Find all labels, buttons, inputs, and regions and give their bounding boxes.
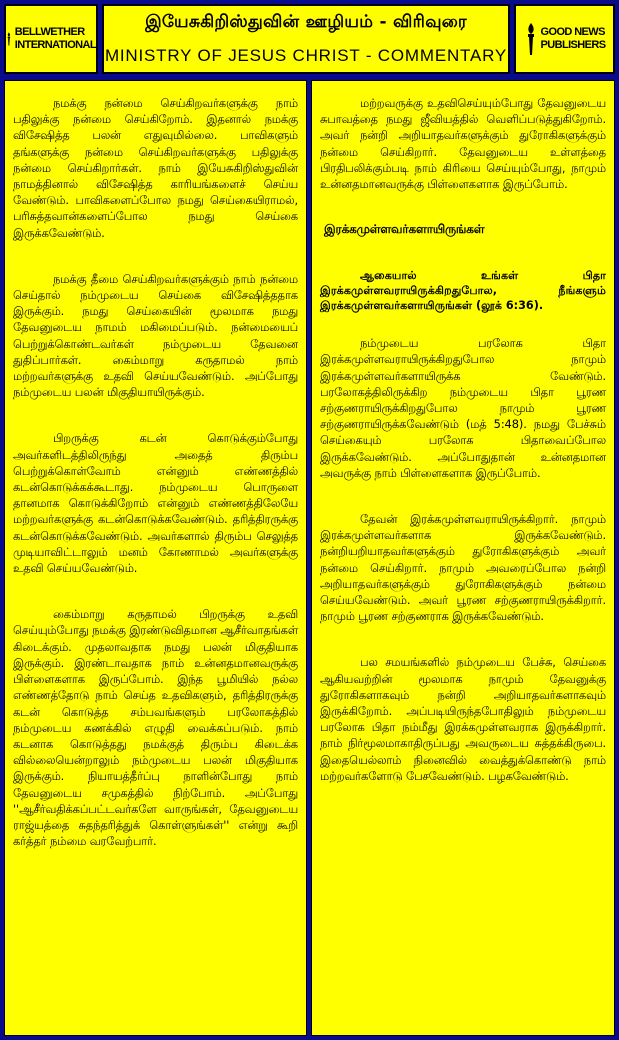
- body-paragraph: நமக்கு நன்மை செய்கிறவர்களுக்கு நாம் பதிலுக்கு நன்மை செய்கிறோம். இதனால் நமக்கு விசேஷித்த பலன் எதுவுமில்லை. பாவிகளும் தங்களுக்கு நன்மை செய்கிறவர்களுக்கு பதிலுக்கு நன்மை செய்கிறார்கள். நாம் இயேசுகிறிஸ்துவின் நாமத்தினால் விசேஷித்த காரியங்களைச் செய்ய வேண்டும். பாவிகளைப்போல நமது செய்கையிராமல், பரிசுத்தவான்களைப்போல நமது செய்கை இருக்கவேண்டும்.: [13, 96, 298, 240]
- body-paragraph: நமக்கு தீமை செய்கிறவர்களுக்கும் நாம் நன்மை செய்தால் நம்முடைய செய்கை விசேஷித்ததாக இருக்கும். நமது செய்கையின் மூலமாக நமது தேவனுடைய நாமம் மகிமைப்படும். நன்மையைப் பெற்றுக்கொண்டவர்கள் நம்முடைய தேவனை துதிப்பார்கள். கைம்மாறு கருதாமல் நாம் மற்றவர்களுக்கு உதவி செய்யவேண்டும். அப்போது நம்முடைய பலன் மிகுதியாயிருக்கும்.: [13, 271, 298, 400]
- bellwether-logo: [6, 6, 96, 72]
- header: [0, 0, 619, 78]
- torch-icon: [524, 22, 538, 56]
- section-heading: இரக்கமுள்ளவர்களாயிருங்கள்: [324, 222, 485, 237]
- logo-line1: GOOD NEWS: [540, 26, 605, 38]
- page-title-english: MINISTRY OF JESUS CHRIST - COMMENTARY: [104, 46, 508, 65]
- left-column: [4, 80, 307, 1036]
- good-news-logo: [516, 6, 613, 72]
- title-box: [102, 4, 510, 74]
- torch-icon: [6, 22, 12, 56]
- body-paragraph: பல சமயங்களில் நம்முடைய பேச்சு, செய்கை ஆகியவற்றின் மூலமாக நாமும் தேவனுக்கு துரோகிகளாகவும் நன்றி அறியாதவர்களாகவும் இருக்கிறோம். அப்படியிருந்தபோதிலும் நம்முடைய பரலோக பிதா நம்மீது இரக்கமுள்ளவராக இருக்கிறார். நாம் நிர்மூலமாகாதிருப்பது அவருடைய சுத்தக்கிருபை. இதையெல்லாம் நினைவில் வைத்துக்கொண்டு நாம் மற்றவர்களோடு பேசவேண்டும். பழகவேண்டும்.: [320, 655, 606, 783]
- right-column: [311, 80, 615, 1036]
- body-paragraph: கைம்மாறு கருதாமல் பிறருக்கு உதவி செய்யும்போது நமக்கு இரண்டுவிதமான ஆசீர்வாதங்கள் கிடைக்கும். முதலாவதாக நமது பலன் மிகுதியாக இருக்கும். இரண்டாவதாக நாம் உன்னதமானவருக்கு பிள்ளைகளாக இருப்போம். இந்த பூமியில் நல்ல எண்ணத்தோடு நாம் செய்த உதவிகளும், தரித்திரருக்கு கடன் கொடுத்த சம்பவங்களும் பரலோகத்தில் நம்முடைய கணக்கில் எழுதி வைக்கப்படும். நாம் கடனாக கொடுத்தது நமக்குத் திரும்ப கிடைக்க வில்லையென்றாலும் நம்முடைய பலன் மிகுதியாக இருக்கும். நியாயத்தீர்ப்பு நாளின்போது நாம் தேவனுடைய சமுகத்தில் நிற்போம். அப்போது ''ஆசீர்வதிக்கப்பட்டவர்களே வாருங்கள், தேவனுடைய ராஜ்யத்தை சுதந்தரித்துக் கொள்ளுங்கள்'' என்று கூறி கர்த்தர் நம்மை வரவேற்பார்.: [13, 607, 298, 849]
- logo-line2: INTERNATIONAL: [14, 39, 96, 51]
- logo-line2: PUBLISHERS: [540, 39, 606, 51]
- bellwether-logo-box: [4, 4, 98, 74]
- body-paragraph: தேவன் இரக்கமுள்ளவராயிருக்கிறார். நாமும் இரக்கமுள்ளவர்களாக இருக்கவேண்டும். நன்றியறியாதவர்களுக்கும் துரோகிகளுக்கும் அவர் நன்மை செய்கிறார். நாமும் அவரைப்போல நன்றி அறியாதவர்களுக்கும் துரோகிகளுக்கும் நன்மை செய்யவேண்டும். அவர் பூரண சற்குணராயிருக்கிறார். நாமும் பூரண சற்குணராக இருக்கவேண்டும்.: [320, 512, 606, 624]
- scripture-verse: ஆகையால் உங்கள் பிதா இரக்கமுள்ளவராயிருக்கிறதுபோல, நீங்களும் இரக்கமுள்ளவர்களாயிருங்கள் (லூக் 6:36).: [320, 269, 606, 313]
- body-paragraph: பிறருக்கு கடன் கொடுக்கும்போது அவர்களிடத்திலிருந்து அதைத் திரும்ப பெற்றுக்கொள்வோம் என்னும் எண்ணத்தில் கடன்கொடுக்கக்கூடாது. நம்முடைய பொருளை தானமாக கொடுக்கிறோம் என்னும் எண்ணத்திலேயே மற்றவர்களுக்கு கடன்கொடுக்கவேண்டும். தரித்திரருக்கு கடன்கொடுக்கவேண்டும். அவர்களால் திரும்ப செலுத்த முடியாவிட்டாலும் மனம் கோணாமல் அவர்களுக்கு உதவி செய்யவேண்டும்.: [13, 431, 298, 576]
- good-news-logo-box: [514, 4, 615, 74]
- logo-line1: BELLWETHER: [14, 26, 85, 38]
- page-title-tamil: இயேசுகிறிஸ்துவின் ஊழியம் - விரிவுரை: [145, 12, 467, 32]
- body-paragraph: மற்றவருக்கு உதவிசெய்யும்போது தேவனுடைய சுபாவத்தை நமது ஜீவியத்தில் வெளிப்படுத்துகிறோம். அவர் நன்றி அறியாதவர்களுக்கும் துரோகிகளுக்கும் நன்மை செய்கிறார். தேவனுடைய உள்ளத்தை பிரதிபலிக்கும்படி நாம் கிரியை செய்யும்போது, நாமும் உன்னதமானவருக்கு பிள்ளைகளாக இருப்போம்.: [320, 96, 606, 192]
- body-paragraph: நம்முடைய பரலோக பிதா இரக்கமுள்ளவராயிருக்கிறதுபோல நாமும் இரக்கமுள்ளவர்களாயிருக்க வேண்டும். பரலோகத்திலிருக்கிற நம்முடைய பிதா பூரண சற்குணராயிருக்கிறதுபோல நாமும் பூரண சற்குணராயிருக்கவேண்டும் (மத் 5:48). நமது பேச்சும் செய்கையும் பரலோக பிதாவைப்போல இருக்கவேண்டும். அப்போதுதான் உன்னதமான அவருக்கு நாம் பிள்ளைகளாக இருப்போம்.: [320, 336, 606, 480]
